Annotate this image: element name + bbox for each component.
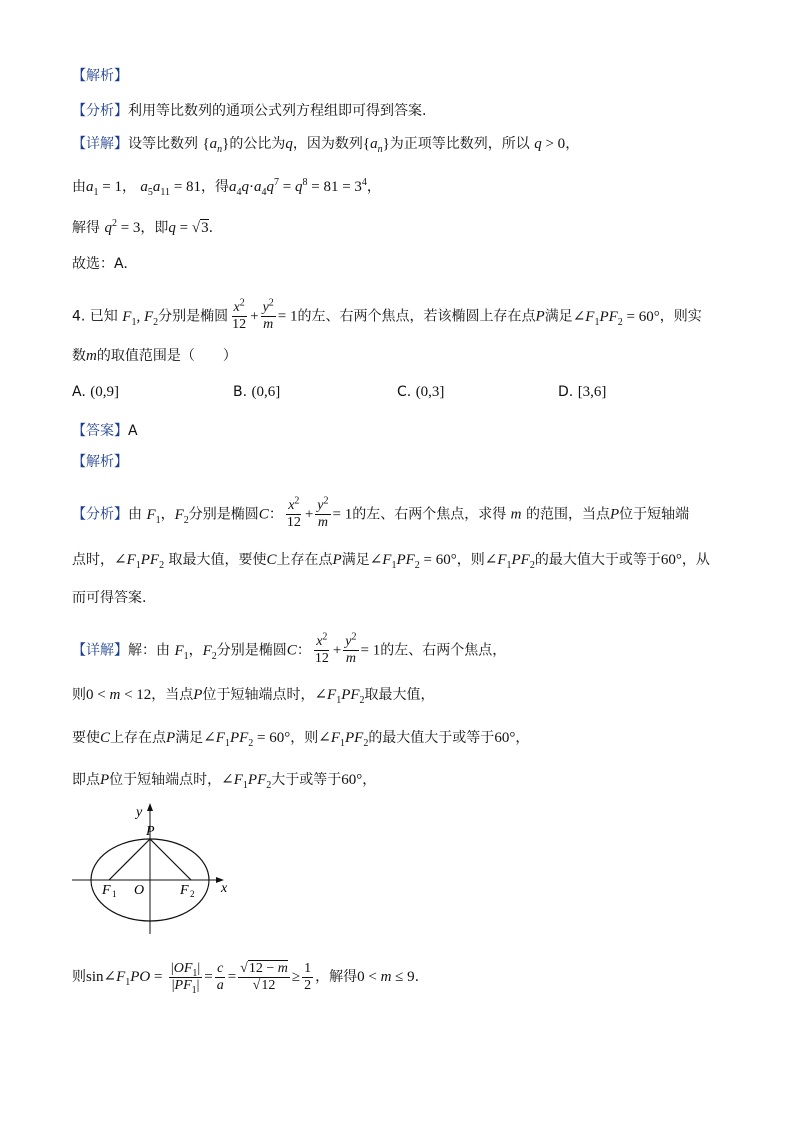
xiangjie-tag: 【详解】 — [72, 642, 128, 659]
math-m: m — [86, 348, 97, 364]
math-f1: $F_1$ — [146, 506, 161, 526]
q4-detail-line1 — [72, 685, 435, 705]
text: 取最大值， — [364, 687, 435, 703]
jiexi-tag: 【解析】 — [72, 454, 128, 470]
text: 由 — [128, 506, 142, 523]
q4-detail-line3 — [72, 770, 376, 790]
math-angle: $\angle F_1PF_2$ — [314, 687, 365, 706]
math-angle: $\angle F_1PF_2$ — [484, 552, 535, 571]
frac-of1-pf1: $\frac{|OF_1|}{|PF_1|}$ — [170, 960, 201, 996]
frac-sqrt: $\frac{√12 - m}{√12}$ — [240, 960, 288, 993]
you-line — [72, 177, 381, 197]
xiangjie-tag: 【详解】 — [72, 136, 128, 152]
math-result: 0 < m ≤ 9 — [357, 969, 415, 985]
label-f1: F — [102, 883, 111, 898]
frac-half: $\frac{1}{2}$ — [304, 960, 312, 993]
math-p: P — [332, 552, 342, 568]
math-angle-60: $\angle F_1PF_2 = 60^\circ$ — [572, 308, 660, 328]
answer-line — [72, 421, 138, 441]
text: ： — [296, 642, 311, 659]
q4-fenxi-line2 — [72, 550, 710, 570]
math-m-range: 0 < m < 12 — [86, 687, 152, 703]
text: ，则 — [290, 730, 319, 746]
frac-y2-m: $\frac{y^2}{m}$ — [262, 297, 274, 332]
label-f1-sub: 1 — [112, 889, 117, 899]
math-angle: $\angle F_1PF_2$ — [221, 772, 272, 791]
text: 分别是椭圆 — [158, 308, 229, 325]
text: 而可得答案. — [72, 590, 147, 606]
math-p: P — [193, 687, 203, 703]
math-60: 60° — [494, 730, 516, 746]
text: ， — [362, 772, 377, 788]
text: 数 — [72, 348, 86, 364]
text: 的左、右两个焦点，求得 — [352, 506, 507, 523]
text: ， — [565, 136, 580, 152]
line-pf2 — [150, 839, 191, 880]
frac-x2-12: $\frac{x^2}{12}$ — [286, 495, 301, 530]
text: 解：由 — [128, 642, 170, 659]
text: ，则 — [456, 552, 485, 568]
fenxi-line — [72, 101, 426, 121]
text: 的最大值大于或等于 — [368, 730, 495, 746]
math-60: 60° — [341, 772, 363, 788]
q4-detail-line2 — [72, 728, 529, 748]
math-q8: $a_4q\cdot a_4q^7 = q^8 = 81 = 3^4$ — [229, 177, 367, 198]
option-label: A. — [72, 384, 86, 400]
text: 的取值范围是（ ） — [96, 348, 237, 364]
math-sin: $\sin\angle F_1PO$ = — [86, 969, 163, 988]
text: 设等比数列 — [128, 136, 198, 152]
q4-detail-line4: 则$\sin\angle F_1PO$ = $\frac{|OF_1|}{|PF_1|}$ = $\frac{c}{a}$ = $\frac{√12 - m}{√12}$ ≥ $\frac{1}{2}$ ，解得0 < m ≤ 9. — [72, 960, 420, 996]
math-p: P — [609, 506, 620, 523]
math-p: P — [166, 730, 176, 746]
text: 满足 — [175, 730, 204, 746]
text: 即点 — [72, 772, 100, 788]
math-p: P — [100, 772, 110, 788]
text: 解得 — [72, 220, 100, 236]
text: ，则实 — [659, 308, 702, 325]
math-a5a11: $a_5a_{11} = 81$ — [140, 179, 202, 198]
math-m: m — [510, 506, 522, 523]
jiexi-heading — [72, 66, 128, 86]
text: ，当点 — [151, 687, 194, 703]
math-c: C — [266, 552, 277, 568]
text: ，因为数列 — [292, 136, 363, 152]
text: 的公比为 — [229, 136, 286, 152]
math-q-positive: q > 0 — [534, 136, 566, 152]
math-c: C — [286, 642, 297, 659]
text: 点时， — [72, 552, 114, 568]
math-f1: $F_1$ — [174, 642, 189, 662]
text: ，解得 — [315, 969, 358, 985]
text: ： — [268, 506, 283, 523]
q4-stem-line1: 4. 已知 $F_1$, $F_2$分别是椭圆 $\frac{x^2}{12}$ + $\frac{y^2}{m}$ = 1的左、右两个焦点，若该椭圆上存在点P满足$\angle F_1PF_2 = 60^\circ$，则实 — [72, 297, 702, 332]
option-value: (0,6] — [251, 384, 281, 400]
fenxi-tag: 【分析】 — [72, 103, 128, 119]
frac-x2-12: $\frac{x^2}{12}$ — [314, 631, 329, 666]
math-angle: $\angle F_1PF_2$ — [318, 730, 369, 749]
text: 要使 — [72, 730, 100, 746]
line-pf1 — [109, 839, 150, 880]
q4-fenxi-line3 — [72, 588, 146, 608]
math-f1f2: $F_1$, $F_2$ — [122, 308, 159, 328]
option-label: C. — [397, 384, 412, 400]
math-60: 60° — [660, 552, 682, 568]
text: ， — [160, 506, 175, 523]
label-f2-sub: 2 — [190, 889, 195, 899]
text: 上存在点 — [276, 552, 333, 568]
text: ，即 — [140, 220, 169, 236]
text: 上存在点 — [110, 730, 167, 746]
fenxi-text: 利用等比数列的通项公式列方程组即可得到答案. — [128, 103, 427, 119]
math-p: P — [535, 308, 545, 325]
jiede-line — [72, 218, 213, 238]
label-p: P — [146, 824, 155, 839]
text: 为正项等比数列，所以 — [389, 136, 530, 152]
text: . — [414, 969, 420, 985]
option-d[interactable] — [558, 384, 606, 401]
option-label: D. — [558, 384, 574, 400]
text: 取最大值，要使 — [168, 552, 267, 568]
text: . — [208, 220, 214, 236]
frac-y2-m: $\frac{y^2}{m}$ — [317, 495, 329, 530]
text: ， — [366, 179, 381, 195]
text: 的最大值大于或等于 — [534, 552, 661, 568]
text: 由 — [72, 179, 86, 195]
math-angle: $\angle F_1PF_2$ — [114, 552, 165, 571]
text: ， — [121, 179, 136, 195]
frac-c-a: $\frac{c}{a}$ — [216, 960, 224, 993]
label-f2: F — [180, 883, 189, 898]
option-b[interactable] — [233, 384, 280, 401]
label-o: O — [134, 883, 145, 898]
text: 满足 — [341, 552, 370, 568]
math-an: $\{a_n\}$ — [202, 136, 230, 155]
math-a1: $a_1 = 1$ — [86, 179, 122, 198]
q4-jiexi-heading — [72, 452, 128, 472]
option-label: B. — [233, 384, 248, 400]
text: 则 — [72, 687, 86, 703]
text: 的左、右两个焦点， — [380, 642, 507, 659]
math-angle-60: $\angle F_1PF_2 = 60^\circ$ — [203, 730, 291, 749]
option-value: (0,3] — [415, 384, 445, 400]
text: 4. 已知 — [72, 308, 118, 325]
label-y: y — [136, 805, 143, 820]
math-angle-60: $\angle F_1PF_2 = 60^\circ$ — [369, 552, 457, 571]
text: 满足 — [544, 308, 573, 325]
answer-tag: 【答案】 — [72, 423, 128, 439]
math-f2: $F_2$ — [202, 642, 217, 662]
math-f2: $F_2$ — [174, 506, 189, 526]
text: 分别是椭圆 — [188, 506, 259, 523]
option-a[interactable] — [72, 384, 119, 401]
text: 大于或等于 — [271, 772, 342, 788]
text: 位于短轴端点时， — [109, 772, 222, 788]
label-x: x — [221, 881, 228, 896]
text: ， — [188, 642, 203, 659]
text: ，从 — [681, 552, 710, 568]
q4-fenxi-line1: 【分析】由 $F_1$，$F_2$分别是椭圆C： $\frac{x^2}{12}$ + $\frac{y^2}{m}$ = 1的左、右两个焦点，求得 m 的范围，当点P位于短轴端 — [72, 495, 690, 530]
frac-y2-m: $\frac{y^2}{m}$ — [345, 631, 357, 666]
jiexi-tag: 【解析】 — [72, 68, 128, 84]
math-c: C — [258, 506, 269, 523]
option-c[interactable] — [397, 384, 444, 401]
text: ， — [515, 730, 530, 746]
fenxi-tag: 【分析】 — [72, 506, 128, 523]
math-an: $\{a_n\}$ — [362, 136, 390, 155]
option-value: (0,9] — [90, 384, 119, 400]
text: 的左、右两个焦点，若该椭圆上存在点 — [297, 308, 536, 325]
y-axis-arrow — [147, 803, 153, 811]
xiangjie-line — [72, 134, 579, 154]
q4-xiangjie-line: 【详解】解：由 $F_1$，$F_2$分别是椭圆C： $\frac{x^2}{12}$ + $\frac{y^2}{m}$ = 1的左、右两个焦点， — [72, 631, 507, 666]
math-q: q — [285, 136, 293, 152]
option-value: [3,6] — [577, 384, 607, 400]
guxuan-line — [72, 254, 128, 274]
text: ，得 — [201, 179, 230, 195]
ellipse-figure — [68, 800, 238, 940]
frac-x2-12: $\frac{x^2}{12}$ — [232, 297, 247, 332]
text: 位于短轴端 — [619, 506, 690, 523]
text: 位于短轴端点时， — [202, 687, 315, 703]
math-q-sqrt3: q = √3 — [168, 220, 209, 236]
q4-stem-line2 — [72, 346, 237, 366]
text: 分别是椭圆 — [216, 642, 287, 659]
text: 则 — [72, 969, 86, 985]
text: 故选：A. — [72, 256, 128, 272]
math-q2: $q^2 = 3$ — [104, 218, 141, 236]
math-c: C — [100, 730, 111, 746]
answer-value: A — [128, 423, 138, 439]
text: 的范围，当点 — [525, 506, 610, 523]
